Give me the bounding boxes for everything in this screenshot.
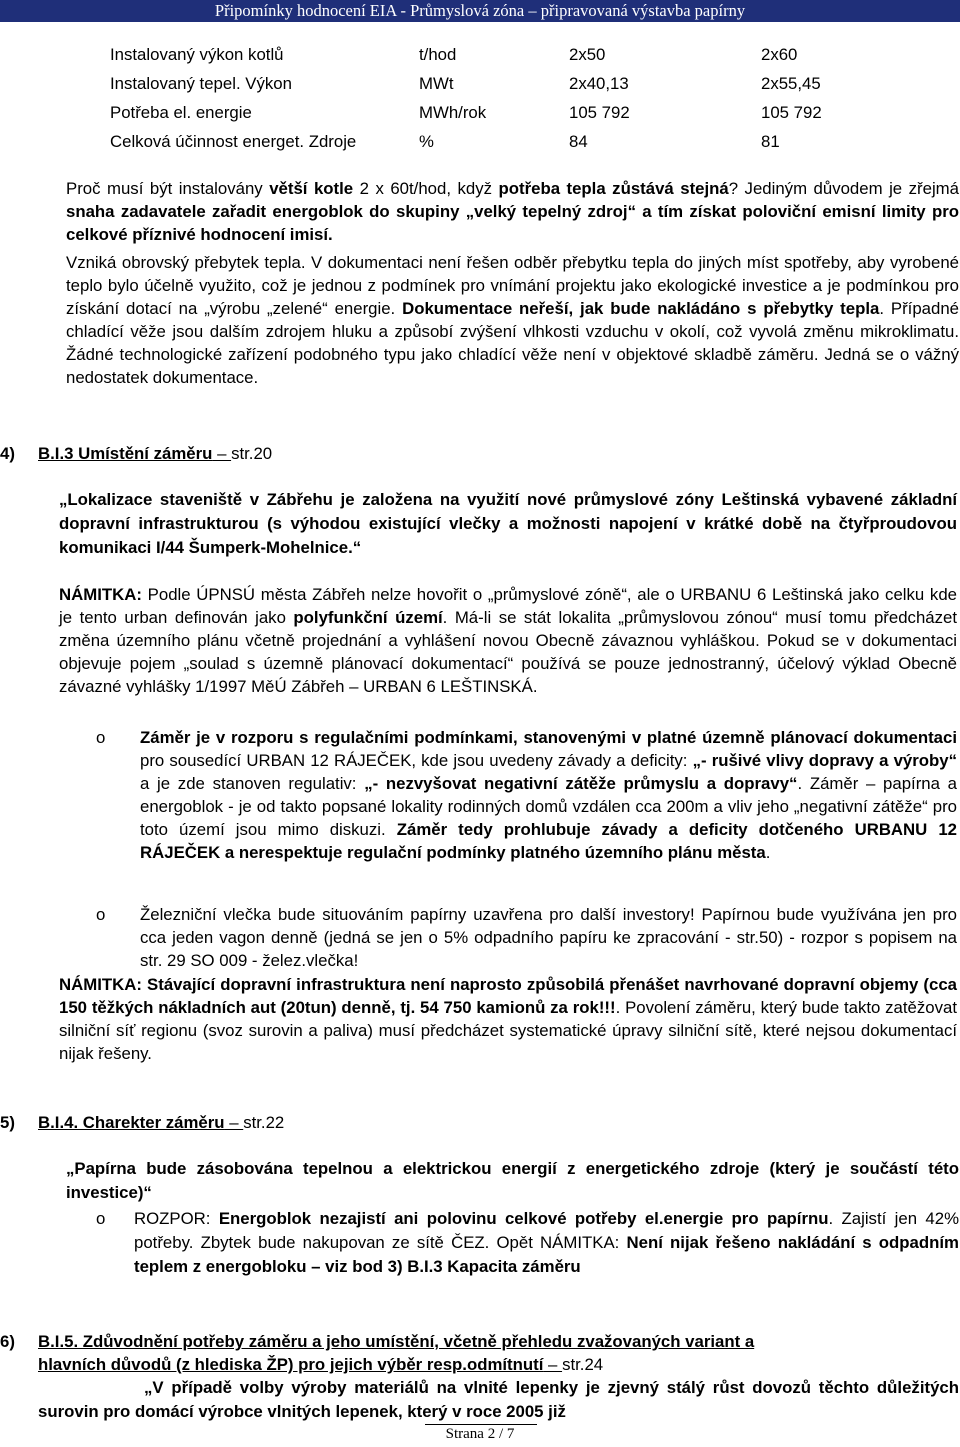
table-cell: Instalovaný tepel. Výkon — [110, 74, 292, 93]
parameters-table — [108, 40, 839, 156]
table-row — [108, 127, 839, 156]
section-4-heading: 4) B.I.3 Umístění záměru – str.20 — [0, 444, 273, 463]
table-cell: 2x60 — [761, 45, 798, 64]
section-number: 6) — [0, 1332, 15, 1351]
document-header — [0, 0, 960, 22]
table-cell: % — [419, 132, 434, 151]
table-cell: 2x40,13 — [569, 74, 629, 93]
heat-surplus-paragraph: Vzniká obrovský přebytek tepla. V dokumentaci není řešen odběr přebytku tepla do jiných míst spotřeby, aby vyrobené teplo bylo účelně využito, což je jednou z podmínek pro vnímání projektu jako ekologické investice a je podmínkou pro získání dotací na „výrobu „zelené“ energie. Dokumentace neřeší, jak bude nakládáno s přebytky tepla. Případné chladící věže jsou dalším zdrojem hluku a způsobí zvýšení vlhkosti vzduchu v okolí, což vyvolá změnu mikroklimatu. Žádné technologické zařízení podobného typu jako chladící věže není v objektové skladbě záměru. Jedná se o vážný nedostatek dokumentace. — [66, 253, 960, 387]
page-reference: str.22 — [243, 1113, 285, 1132]
table-cell: 84 — [569, 132, 588, 151]
table-cell: t/hod — [419, 45, 457, 64]
section-title: B.I.5. Zdůvodnění potřeby záměru a jeho umístění, včetně přehledu zvažovaných variant a — [38, 1332, 755, 1351]
table-cell: 2x50 — [569, 45, 606, 64]
bullet-zoning-conflict: Záměr je v rozporu s regulačními podmínkami, stanovenými v platné územně plánovací dokumentaci pro sousedící URBAN 12 RÁJEČEK, kde jsou uvedeny závady a deficity: „- rušivé vlivy dopravy a výroby“ a je zde stanoven regulativ: „- nezvyšovat negativní zátěže průmyslu a dopravy“. Záměr – papírna a energoblok - je od takto popsané lokality rodinných domů vzdálen cca 200m a vliv jeho „negativní zátěže“ pro toto území jsou mimo diskuzi. Záměr tedy prohlubuje závady a deficity dotčeného URBANU 12 RÁJEČEK a nerespektuje regulační podmínky platného územního plánu města. — [140, 728, 958, 862]
boiler-capacity-question: Proč musí být instalovány větší kotle 2 x 60t/hod, když potřeba tepla zůstává stejná? Jediným důvodem je zřejmá snaha zadavatele zařadit energoblok do skupiny „velký tepelný zdroj“ a tím získat poloviční emisní limity pro celkové příznivé hodnocení imisí. — [66, 179, 959, 244]
bullet-marker: o — [96, 728, 106, 747]
table-cell: Potřeba el. energie — [110, 103, 252, 122]
page-reference: str.24 — [562, 1355, 604, 1374]
table-cell: MWt — [419, 74, 454, 93]
table-cell: MWh/rok — [419, 103, 487, 122]
page-reference: str.20 — [231, 444, 273, 463]
objection-location: NÁMITKA: Podle ÚPNSÚ města Zábřeh nelze hovořit o „průmyslové zóně“, ale o URBANU 6 Leštinská jako celku kde je tento urban definován jako polyfunkční území. Má-li se stát lokalita „průmyslovou zónou“ musí tomu předcházet změna územního plánu včetně projednání a vyhlášení novou Obecně závaznou vyhláškou. Pokud se v dokumentaci objevuje pojem „soulad s územně plánovací dokumentací“ používá se pouze jednostranný, účelový výklad Obecně závazné vyhlášky 1/1997 MěÚ Zábřeh – URBAN 6 LEŠTINSKÁ. — [59, 585, 957, 696]
page-footer — [0, 1424, 960, 1444]
table-row — [108, 98, 839, 127]
table-cell: 81 — [761, 132, 780, 151]
quote-location: „Lokalizace staveniště v Zábřehu je založena na využití nové průmyslové zóny Leštinská vybavené základní dopravní infrastrukturou (s výhodou existující vlečky a možnosti napojení v krátké době na čtyřproudovou komunikaci I/44 Šumperk-Mohelnice.“ — [59, 490, 957, 557]
section-title: B.I.4. Charekter záměru — [38, 1113, 225, 1132]
section-6-heading: 6) B.I.5. Zdůvodnění potřeby záměru a jeho umístění, včetně přehledu zvažovaných variant a hlavních důvodů (z hlediska ŽP) pro jejich výběr resp.odmítnutí – str.24 — [0, 1332, 755, 1374]
table-cell: 105 792 — [569, 103, 630, 122]
table-cell: 2x55,45 — [761, 74, 821, 93]
bullet-energy-conflict: ROZPOR: Energoblok nezajistí ani polovinu celkové potřeby el.energie pro papírnu. Zajistí jen 42% potřeby. Zbytek bude nakupovan ze sítě ČEZ. Opět NÁMITKA: Není nijak řešeno nakládání s odpadním teplem z energobloku – viz bod 3) B.I.3 Kapacita záměru — [134, 1209, 959, 1276]
section-number: 5) — [0, 1113, 15, 1132]
table-row — [108, 69, 839, 98]
table-cell: 105 792 — [761, 103, 822, 122]
section-5-heading: 5) B.I.4. Charekter záměru – str.22 — [0, 1113, 285, 1132]
quote-character: „Papírna bude zásobována tepelnou a elektrickou energií z energetického zdroje (který je součástí této investice)“ — [66, 1159, 959, 1202]
table-row — [108, 40, 839, 69]
section-title: hlavních důvodů (z hlediska ŽP) pro jejich výběr resp.odmítnutí — [38, 1355, 544, 1374]
quote-justification: „V případě volby výroby materiálů na vlnité lepenky je zjevný stálý růst dovozů těchto důležitých surovin pro domácí výrobce vlnitých lepenek, který v roce 2005 již — [38, 1378, 959, 1421]
bullet-marker: o — [96, 1209, 106, 1228]
objection-transport: NÁMITKA: Stávající dopravní infrastruktura není naprosto způsobilá přenášet navrhované dopravní objemy (cca 150 těžkých nákladních aut (20tun) denně, tj. 54 750 kamionů za rok!!!. Povolení záměru, který bude takto zatěžovat silniční síť regionu (svoz surovin a paliva) musí předcházet systematické úpravy silniční sítě, které nejsou dokumentací nijak řešeny. — [59, 975, 957, 1063]
table-cell: Instalovaný výkon kotlů — [110, 45, 284, 64]
bullet-marker: o — [96, 905, 106, 924]
table-cell: Celková účinnost energet. Zdroje — [110, 132, 357, 151]
bullet-railway-siding: Železniční vlečka bude situováním papírny uzavřena pro další investory! Papírnou bude využívána jen pro cca jeden vagon denně (jedná se jen o 5% odpadního papíru ke zpracování - str.50) - rozpor s popisem na str. 29 SO 009 - želez.vlečka! — [140, 905, 957, 970]
section-number: 4) — [0, 444, 15, 463]
document-header-title: Připomínky hodnocení EIA - Průmyslová zóna – připravovaná výstavba papírny — [214, 1, 746, 20]
section-title: B.I.3 Umístění záměru — [38, 444, 213, 463]
page-number: Strana 2 / 7 — [445, 1426, 515, 1442]
